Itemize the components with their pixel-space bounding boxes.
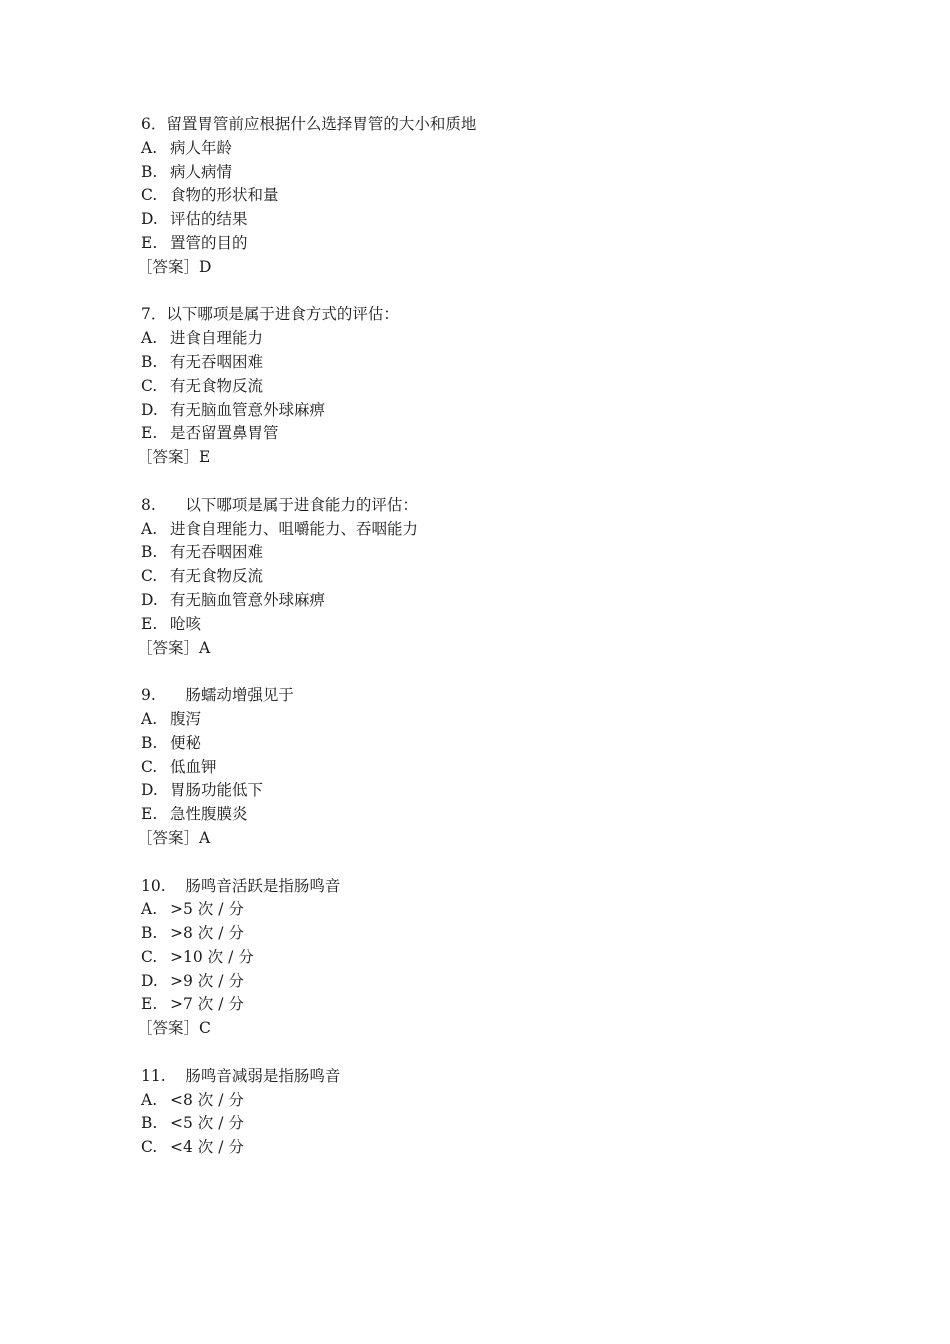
option-letter: D.	[141, 210, 158, 229]
question-11	[141, 1065, 841, 1160]
question-stem: 7．以下哪项是属于进食方式的评估：	[141, 305, 399, 324]
option-letter: A.	[141, 138, 158, 157]
option-a	[141, 898, 841, 922]
option-c	[141, 565, 841, 589]
option-c	[141, 946, 841, 970]
option-text: >10 次 / 分	[170, 947, 254, 966]
option-e	[141, 803, 841, 827]
option-letter: A.	[141, 900, 158, 919]
option-text: 食物的形状和量	[170, 186, 279, 205]
option-text: <5 次 / 分	[170, 1114, 244, 1133]
option-text: 有无吞咽困难	[170, 543, 264, 562]
answer-line: ［答案］A	[137, 638, 211, 657]
option-letter: A.	[141, 1090, 158, 1109]
option-letter: A.	[141, 519, 158, 538]
option-letter: E.	[141, 424, 158, 443]
option-d	[141, 399, 841, 423]
option-text: 置管的目的	[170, 233, 248, 252]
option-letter: A.	[141, 329, 158, 348]
option-letter: D.	[141, 781, 158, 800]
option-b	[141, 732, 841, 756]
option-text: 有无脑血管意外球麻痹	[170, 400, 326, 419]
option-d	[141, 970, 841, 994]
option-a	[141, 518, 841, 542]
option-text: 低血钾	[170, 757, 217, 776]
option-b	[141, 922, 841, 946]
option-text: 有无吞咽困难	[170, 352, 264, 371]
option-letter: B.	[141, 162, 158, 181]
option-letter: E.	[141, 614, 158, 633]
option-letter: B.	[141, 1114, 158, 1133]
question-9	[137, 684, 841, 851]
option-letter: E.	[141, 805, 158, 824]
option-text: 是否留置鼻胃管	[170, 424, 279, 443]
option-letter: B.	[141, 733, 158, 752]
option-d	[141, 779, 841, 803]
option-b	[141, 541, 841, 565]
option-b	[141, 1112, 841, 1136]
option-letter: B.	[141, 352, 158, 371]
option-text: >7 次 / 分	[170, 995, 244, 1014]
option-text: 进食自理能力	[170, 329, 264, 348]
option-b	[141, 351, 841, 375]
option-text: >5 次 / 分	[170, 900, 244, 919]
option-text: 有无脑血管意外球麻痹	[170, 590, 326, 609]
option-text: 病人病情	[170, 162, 233, 181]
option-text: 进食自理能力、咀嚼能力、吞咽能力	[170, 519, 419, 538]
option-letter: B.	[141, 924, 158, 943]
option-e	[141, 613, 841, 637]
option-letter: C.	[141, 947, 158, 966]
option-letter: D.	[141, 971, 158, 990]
option-letter: A.	[141, 709, 158, 728]
option-letter: B.	[141, 543, 158, 562]
option-letter: D.	[141, 590, 158, 609]
option-c	[141, 184, 841, 208]
option-text: 病人年龄	[170, 138, 233, 157]
option-letter: C.	[141, 567, 158, 586]
option-e	[141, 232, 841, 256]
option-text: 胃肠功能低下	[170, 781, 264, 800]
answer-line: ［答案］C	[137, 1019, 211, 1038]
question-8	[137, 494, 841, 661]
option-e	[141, 993, 841, 1017]
option-letter: D.	[141, 400, 158, 419]
option-c	[141, 1136, 841, 1160]
document-page	[137, 113, 841, 1184]
option-letter: E.	[141, 233, 158, 252]
option-e	[141, 422, 841, 446]
option-text: 呛咳	[170, 614, 202, 633]
option-text: 有无食物反流	[170, 376, 264, 395]
question-stem: 8. 以下哪项是属于进食能力的评估：	[141, 495, 418, 514]
option-letter: C.	[141, 186, 158, 205]
option-text: 有无食物反流	[170, 567, 264, 586]
option-letter: C.	[141, 1138, 158, 1157]
question-stem: 10. 肠鸣音活跃是指肠鸣音	[141, 876, 341, 895]
question-10	[137, 875, 841, 1042]
option-text: 急性腹膜炎	[170, 805, 248, 824]
option-d	[141, 589, 841, 613]
option-text: 腹泻	[170, 709, 202, 728]
option-b	[141, 161, 841, 185]
option-text: <8 次 / 分	[170, 1090, 244, 1109]
option-d	[141, 208, 841, 232]
question-stem: 9. 肠蠕动增强见于	[141, 686, 294, 705]
option-text: 便秘	[170, 733, 202, 752]
answer-line: ［答案］D	[137, 257, 212, 276]
option-letter: E.	[141, 995, 158, 1014]
option-letter: C.	[141, 757, 158, 776]
option-a	[141, 137, 841, 161]
question-stem: 6．留置胃管前应根据什么选择胃管的大小和质地	[141, 115, 477, 133]
question-6	[137, 113, 841, 280]
option-text: 评估的结果	[170, 210, 248, 229]
option-c	[141, 375, 841, 399]
question-stem: 11. 肠鸣音减弱是指肠鸣音	[141, 1066, 341, 1085]
answer-line: ［答案］A	[137, 828, 211, 847]
option-a	[141, 327, 841, 351]
option-letter: C.	[141, 376, 158, 395]
answer-line: ［答案］E	[137, 448, 211, 467]
question-7	[137, 303, 841, 470]
option-a	[141, 708, 841, 732]
option-text: >8 次 / 分	[170, 924, 244, 943]
option-text: >9 次 / 分	[170, 971, 244, 990]
option-c	[141, 756, 841, 780]
option-text: <4 次 / 分	[170, 1138, 244, 1157]
option-a	[141, 1089, 841, 1113]
